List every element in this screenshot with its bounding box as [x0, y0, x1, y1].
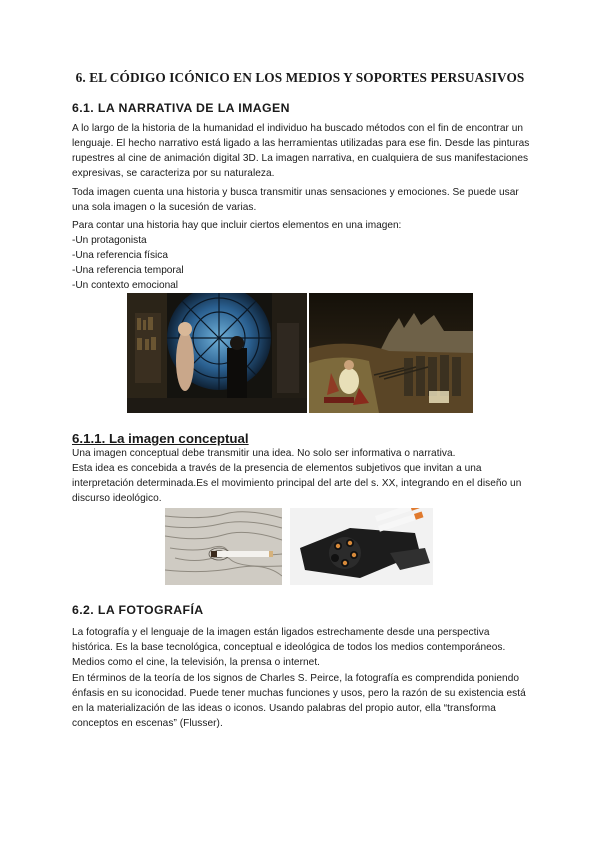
list-item: -Una referencia temporal — [72, 265, 184, 276]
wood-cigarette-image — [165, 508, 282, 585]
section-heading-narrativa: 6.1. LA NARRATIVA DE LA IMAGEN — [72, 101, 290, 115]
paragraph: Toda imagen cuenta una historia y busca transmitir unas sensaciones y emociones. Se puede usar una sola imagen o la sucesión de varias. — [72, 187, 519, 213]
paragraph: En términos de la teoría de los signos de Charles S. Peirce, la fotografía es comprendida poniendo énfasis en su iconocidad. Puede tener muchas funciones y usos, pero la razón de su existencia está en la materialización de las ideas o iconos. Usando palabras del propio autor, ella “transforma conceptos en escenas” (Flusser). — [72, 673, 526, 729]
film-still-image — [127, 293, 307, 413]
paragraph: La fotografía y el lenguaje de la imagen están ligados estrechamente desde una perspectiva histórica. Es la base tecnológica, conceptual e ideológica de todos los medios contemporáneos. Medios como el cine, la televisión, la prensa o internet. — [72, 627, 506, 668]
section-heading-fotografia: 6.2. LA FOTOGRAFÍA — [72, 603, 204, 617]
list-item: -Una referencia física — [72, 250, 168, 261]
list-item: -Un protagonista — [72, 235, 147, 246]
paragraph: A lo largo de la historia de la humanidad el individuo ha buscado métodos con el fin de encontrar un lenguaje. El hecho narrativo está ligado a las herramientas utilizadas para ese fin. Desde las pinturas rupestres al cine de animación digital 3D. La imagen narrativa, en cualquiera de sus manifestaciones expresivas, se caracteriza por su naturaleza. — [72, 123, 530, 179]
revolver-cigarettes-image — [290, 508, 433, 585]
paragraph: Una imagen conceptual debe transmitir una idea. No solo ser informativa o narrativa. — [72, 448, 456, 459]
document-title: 6. EL CÓDIGO ICÓNICO EN LOS MEDIOS Y SOPORTES PERSUASIVOS — [75, 70, 525, 85]
paragraph: Esta idea es concebida a través de la presencia de elementos subjetivos que invitan a una interpretación determinada.Es el movimiento principal del arte del s. XX, integrando en el diseño un discurso ideológico. — [72, 463, 522, 504]
list-intro: Para contar una historia hay que incluir ciertos elementos en una imagen: — [72, 220, 402, 231]
section-heading-conceptual: 6.1.1. La imagen conceptual — [72, 431, 249, 446]
elements-list — [72, 218, 401, 293]
goya-painting-image — [309, 293, 473, 413]
list-item: -Un contexto emocional — [72, 280, 179, 291]
